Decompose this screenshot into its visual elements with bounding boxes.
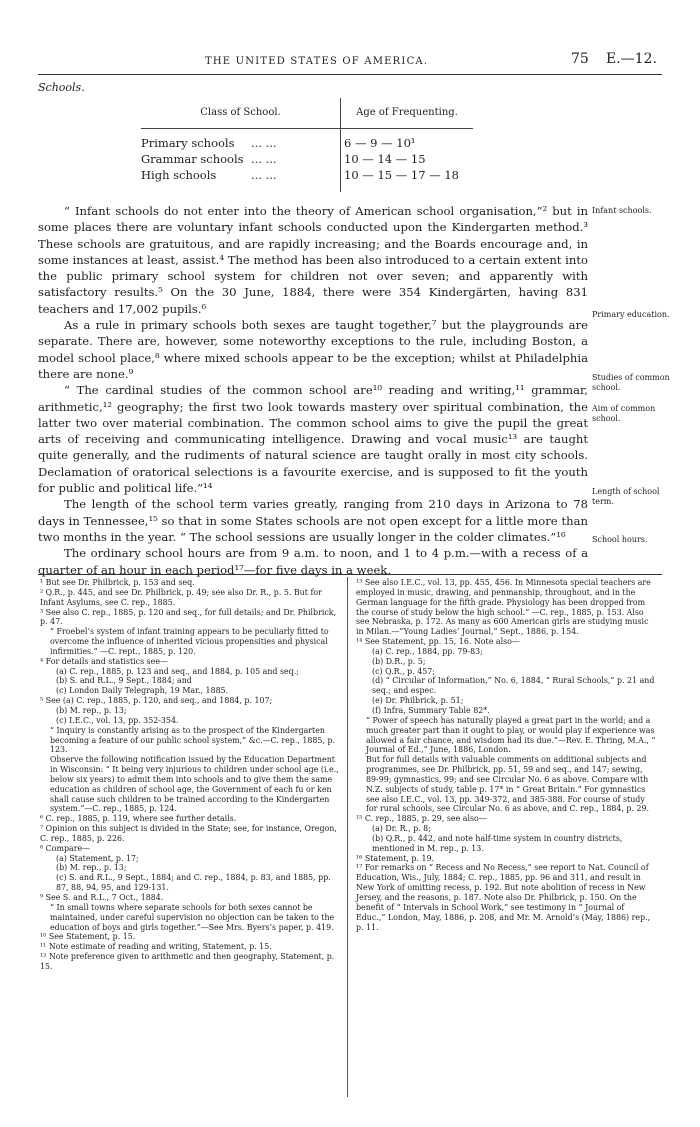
row-class: High schools [141,168,217,182]
footnote: ¹⁶ Statement, p. 19. [356,853,434,863]
footnote: ¹⁴ See Statement, pp. 15, 16. Note also— [356,637,520,647]
footnote: “ Froebel’s system of infant training appears to be peculiarly fitted to overcome the influence of inherited vicious propensities and physical infirmities.” —C. rept., 1885, p. 120. [50,627,329,656]
table-header-class: Class of School. [200,107,281,118]
paragraph: “ The cardinal studies of the common school are¹⁰ reading and writing,¹¹ grammar, arithmetic,¹² geography; the first two look towards mastery over spiritual combination, the latter two over material combination. The common school aims to give the pupil the great arts of receiving and communicating intelligence. Drawing and vocal music¹³ are taught quite generally, and the rudiments of natural science are taught orally in most city schools. Declamation of oratorical selections is a favourite exercise, and is supposed to fit the youth for public and political life.”¹⁴ [38,383,588,496]
footnote: “ Power of speech has naturally played a great part in the world; and a much greater part than it ought to play, or would play if experience was allowed a fair chance, and wisdom had its due.”—Rev. E. Thring, M.A., “ Journal of Ed.,” June, 1886, London. [366,715,656,755]
footnote: (c) I.E.C., vol. 13, pp. 352-354. [56,715,179,725]
margin-note: School hours. [592,535,648,544]
row-class: Primary schools [141,136,235,150]
footnote: ⁴ For details and statistics see— [40,656,168,666]
row-dots: ... ... [251,152,277,166]
footnote: Observe the following notification issued by the Education Department in Wisconsin: “ It being very injurious to children under school age (i.e., below six years) to admit them into schools and to give them the same education as children of school age, the Government of each fu or ken shall cause such children to be trained according to the Kindergarten system.”—C. rep., 1885, p. 124. [50,755,339,814]
row-dots: ... ... [251,168,277,182]
footnote: ⁶ C. rep., 1885, p. 119, where see further details. [40,814,237,824]
footnotes-divider [347,577,348,1097]
header-rule [38,74,662,75]
footnote: (f) Infra, Summary Table 82*. [372,705,490,715]
footnote: (d) “ Circular of Information,” No. 6, 1884, “ Rural Schools,” p. 21 and seq.; and espec. [372,676,655,696]
footnote: ¹ But see Dr. Philbrick, p. 153 and seq. [40,578,195,587]
footnote: (a) Dr. R., p. 8; [372,824,431,834]
row-age: 6 — 9 — 10¹ [344,136,416,150]
footnote: “ Inquiry is constantly arising as to the prospect of the Kindergarten becoming a feature of our public school system,” &c.—C. rep., 1885, p. 123. [50,725,335,755]
footnote: (b) S. and R.L., 9 Sept., 1884; and [56,676,192,686]
footnote: (b) M. rep., p. 13; [56,863,127,873]
footnote: (a) C. rep., 1885, p. 123 and seq., and 1884, p. 105 and seq.; [56,666,299,676]
row-age: 10 — 14 — 15 [344,152,426,166]
footnote: ⁵ See (a) C. rep., 1885, p. 120, and seq., and 1884, p. 107; [40,696,273,706]
footnotes-left [40,578,340,972]
footnote: (e) Dr. Philbrick, p. 51; [372,696,464,706]
paragraph: The ordinary school hours are from 9 a.m. to noon, and 1 to 4 p.m.—with a recess of a quarter of an hour in each period¹⁷—for five days in a week. [38,546,588,577]
section-heading: Schools. [38,81,85,94]
document-code: E.—12. [606,51,657,67]
footnote: ¹³ See also I.E.C., vol. 13, pp. 455, 456. In Minnesota special teachers are employed in music, drawing, and penmanship, throughout, and in the German language for the fifth grade. Physiology has been dropped from the course of study below the high school.” —C. rep., 1885, p. 153. Also see Nebraska, p. 172. As many as 600 American girls are studying music in Milan.—“Young Ladies’ Journal,” Sept., 1886, p. 154. [356,578,651,637]
footnote: ¹² Note preference given to arithmetic and then geography, Statement, p. 15. [40,952,335,971]
age-table [141,98,473,192]
margin-note: Length of school term. [592,487,660,506]
footnote: ¹⁷ For remarks on “ Recess and No Recess,” see report to Nat. Council of Education, Wis., July, 1884; C. rep., 1885, pp. 96 and 311, and result in New York of omitting recess, p. 192. But note abolition of recess in New Jersey, and the reasons, p. 187. Note also Dr. Philbrick, p. 150. On the benefit of “ Intervals in School Work,” see testimony in “ Journal of Educ.,” London, May, 1886, p. 208, and Mr. M. Arnold’s (May, 1886) rep., p. 11. [356,863,651,932]
footnotes-right [356,578,656,932]
footnote: (c) Q.R., p. 457; [372,666,435,676]
margin-note: Infant schools. [592,206,652,215]
footnote: ³ See also C. rep., 1885, p. 120 and seq., for full details; and Dr. Philbrick, p. 47. [40,607,337,627]
row-class: Grammar schools [141,152,244,166]
paragraph: As a rule in primary schools both sexes are taught together,⁷ but the playgrounds are separate. There are, however, some noteworthy exceptions to the rule, including Boston, a model school place,⁸ where mixed schools appear to be the exception; whilst at Philadelphia there are none.⁹ [38,318,588,381]
footnote: (a) Statement, p. 17; [56,853,139,863]
running-head: THE UNITED STATES OF AMERICA. [205,56,429,67]
footnote: ¹⁵ C. rep., 1885, p. 29, see also— [356,814,487,824]
table-row [141,168,473,185]
footnote: ¹¹ Note estimate of reading and writing, Statement, p. 15. [40,942,272,952]
footnote: ¹⁰ See Statement, p. 15. [40,932,136,942]
footnote: ⁷ Opinion on this subject is divided in the State; see, for instance, Oregon, C. rep., 1885, p. 226. [40,824,337,843]
table-row [141,136,473,153]
main-text [38,203,588,578]
footnote: (b) D.R., p. 5; [372,656,426,666]
footnote: (a) C. rep., 1884, pp. 79-83; [372,646,483,656]
paragraph: The length of the school term varies greatly, ranging from 210 days in Arizona to 78 days in Tennessee,¹⁵ so that in some States schools are not open except for a little more than two months in the year. “ The school sessions are usually longer in the colder climates.”¹⁶ [38,497,588,544]
margin-note: Primary education. [592,310,670,319]
footnote: ⁹ See S. and R.L., 7 Oct., 1884. [40,893,164,902]
footnote: ⁸ Compare— [40,843,91,853]
row-dots: ... ... [251,136,277,150]
footnotes-rule [38,574,662,575]
footnote: “ In small towns where separate schools for both sexes cannot be maintained, under careful supervision no objection can be taken to the education of boys and girls together.”—See Mrs. Byers’s paper, p. 419. [50,902,335,932]
footnote: (b) M. rep., p. 13; [56,705,127,715]
footnote: But for full details with valuable comments on additional subjects and programmes, see Dr. Philbrick, pp. 51, 59 and seq., and 147; sewing, 89-99; gymnastics, 99; and see Circular No. 6 as above. Compare with N.Z. subjects of study, table p. 17* in “ Great Britain.” For gymnastics see also I.E.C., vol. 13, pp. 349-372, and 385-388. For course of study for rural schools, see Circular No. 6 as above, and C. rep., 1884, p. 29. [366,755,650,814]
margin-note: Studies of common school. [592,373,670,392]
margin-note: Aim of common school. [592,404,656,423]
footnote: (c) London Daily Telegraph, 19 Mar., 1885. [56,686,229,696]
table-header-age: Age of Frequenting. [356,107,458,118]
table-row [141,152,473,169]
footnote: (b) Q.R., p. 442, and note half-time system in country districts, mentioned in M. rep., p. 13. [372,833,623,853]
paragraph: “ Infant schools do not enter into the theory of American school organisation,”² but in some places there are voluntary infant schools conducted upon the Kindergarten method.³ These schools are gratuitous, and are rapidly increasing; and the Boards encourage and, in some instances at least, assist.⁴ The method has been also introduced to a certain extent into the public primary school system for children not over seven; and apparently with satisfactory results.⁵ On the 30 June, 1884, there were 354 Kindergärten, having 831 teachers and 17,002 pupils.⁶ [38,204,588,316]
footnote: (c) S. and R.L., 9 Sept., 1884; and C. rep., 1884, p. 83, and 1885, pp. 87, 88, 94, 95, and 129-131. [56,873,331,893]
row-age: 10 — 15 — 17 — 18 [344,168,459,182]
footnote: ² Q.R., p. 445, and see Dr. Philbrick, p. 49; see also Dr. R., p. 5. But for Infant Asylums, see C. rep., 1885. [40,587,322,607]
page-number: 75 [571,51,589,67]
table-header-rule [141,128,473,129]
